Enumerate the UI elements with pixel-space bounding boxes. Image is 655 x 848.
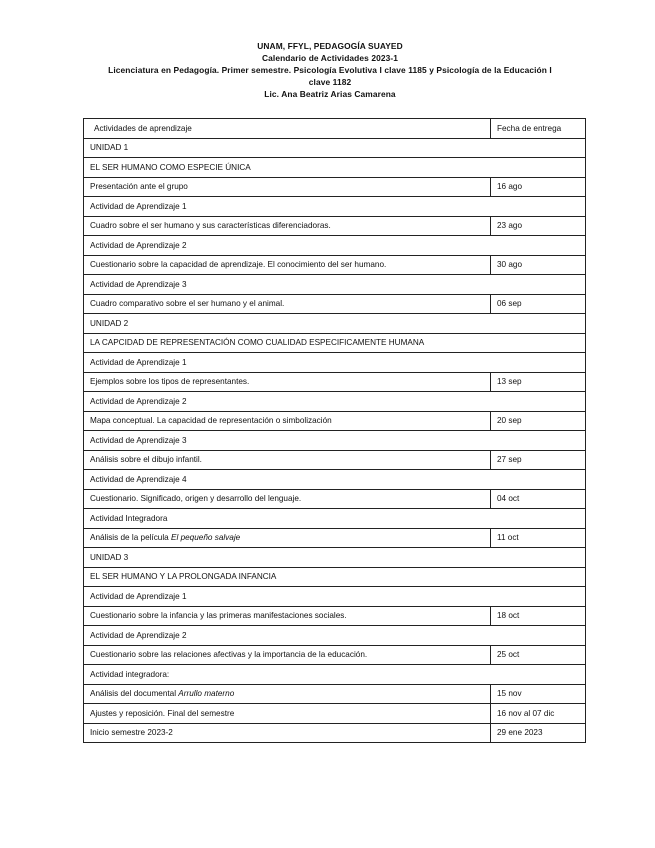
activity-text: Cuadro sobre el ser humano y sus características diferenciadoras. bbox=[90, 221, 331, 231]
activity-text: Mapa conceptual. La capacidad de representación o simbolización bbox=[90, 416, 332, 426]
document-header bbox=[60, 40, 600, 100]
activity-row bbox=[84, 684, 586, 704]
section-label: Actividad de Aprendizaje 1 bbox=[84, 353, 586, 373]
activity-row bbox=[84, 489, 586, 509]
activity-cell bbox=[84, 177, 491, 197]
section-label: Actividad integradora: bbox=[84, 665, 586, 685]
section-row bbox=[84, 314, 586, 334]
activity-text: Cuadro comparativo sobre el ser humano y el animal. bbox=[90, 299, 285, 309]
section-row bbox=[84, 158, 586, 178]
due-date-cell: 25 oct bbox=[491, 645, 586, 665]
activity-row bbox=[84, 294, 586, 314]
activity-row bbox=[84, 450, 586, 470]
due-date-cell: 15 nov bbox=[491, 684, 586, 704]
calendar-title: Calendario de Actividades 2023-1 bbox=[261, 53, 398, 63]
section-label: Actividad de Aprendizaje 2 bbox=[84, 392, 586, 412]
section-label: Actividad Integradora bbox=[84, 509, 586, 529]
section-label: Actividad de Aprendizaje 1 bbox=[84, 197, 586, 217]
section-row bbox=[84, 626, 586, 646]
activity-cell bbox=[84, 723, 491, 743]
institution-line: UNAM, FFYL, PEDAGOGÍA SUAYED bbox=[257, 41, 403, 51]
column-header-date: Fecha de entrega bbox=[491, 119, 586, 139]
activity-text: Ajustes y reposición. Final del semestre bbox=[90, 708, 235, 718]
activity-cell bbox=[84, 216, 491, 236]
activity-cell bbox=[84, 411, 491, 431]
activity-row bbox=[84, 645, 586, 665]
activity-text: Análisis del documental bbox=[90, 689, 179, 699]
activity-row bbox=[84, 411, 586, 431]
due-date-cell: 04 oct bbox=[491, 489, 586, 509]
section-row bbox=[84, 665, 586, 685]
activity-row bbox=[84, 606, 586, 626]
due-date-cell: 06 sep bbox=[491, 294, 586, 314]
activity-text: Cuestionario sobre la infancia y las primeras manifestaciones sociales. bbox=[90, 611, 347, 621]
activity-cell bbox=[84, 528, 491, 548]
activity-row bbox=[84, 528, 586, 548]
schedule-table bbox=[83, 118, 586, 743]
activity-cell bbox=[84, 255, 491, 275]
table-header-row bbox=[84, 119, 586, 139]
section-row bbox=[84, 567, 586, 587]
due-date-cell: 20 sep bbox=[491, 411, 586, 431]
due-date-cell: 16 ago bbox=[491, 177, 586, 197]
program-line: Licenciatura en Pedagogía. Primer semestre. Psicología Evolutiva I clave 1185 y Psicología de la Educación I bbox=[108, 65, 552, 75]
instructor-line: Lic. Ana Beatriz Arias Camarena bbox=[264, 89, 396, 99]
activity-row bbox=[84, 255, 586, 275]
activity-text: Inicio semestre 2023-2 bbox=[90, 728, 173, 738]
section-label: Actividad de Aprendizaje 4 bbox=[84, 470, 586, 490]
activity-row bbox=[84, 372, 586, 392]
activity-text: Cuestionario. Significado, origen y desarrollo del lenguaje. bbox=[90, 494, 302, 504]
section-label: UNIDAD 2 bbox=[84, 314, 586, 334]
activity-cell bbox=[84, 372, 491, 392]
due-date-cell: 16 nov al 07 dic bbox=[491, 704, 586, 724]
activity-cell bbox=[84, 489, 491, 509]
activity-text: Ejemplos sobre los tipos de representantes. bbox=[90, 377, 250, 387]
due-date-cell: 23 ago bbox=[491, 216, 586, 236]
section-label: Actividad de Aprendizaje 3 bbox=[84, 275, 586, 295]
activity-row bbox=[84, 216, 586, 236]
due-date-cell: 11 oct bbox=[491, 528, 586, 548]
section-row bbox=[84, 392, 586, 412]
activity-text: Análisis sobre el dibujo infantil. bbox=[90, 455, 202, 465]
section-label: LA CAPCIDAD DE REPRESENTACIÓN COMO CUALIDAD ESPECIFICAMENTE HUMANA bbox=[84, 333, 586, 353]
activity-row bbox=[84, 704, 586, 724]
section-row bbox=[84, 509, 586, 529]
section-label: Actividad de Aprendizaje 1 bbox=[84, 587, 586, 607]
activity-text: Cuestionario sobre la capacidad de aprendizaje. El conocimiento del ser humano. bbox=[90, 260, 387, 270]
section-row bbox=[84, 353, 586, 373]
section-row bbox=[84, 333, 586, 353]
activity-row bbox=[84, 723, 586, 743]
section-row bbox=[84, 548, 586, 568]
program-line-continued: clave 1182 bbox=[308, 77, 352, 87]
section-label: Actividad de Aprendizaje 3 bbox=[84, 431, 586, 451]
section-label: Actividad de Aprendizaje 2 bbox=[84, 236, 586, 256]
section-label: EL SER HUMANO COMO ESPECIE ÚNICA bbox=[84, 158, 586, 178]
due-date-cell: 29 ene 2023 bbox=[491, 723, 586, 743]
activity-cell bbox=[84, 645, 491, 665]
due-date-cell: 18 oct bbox=[491, 606, 586, 626]
section-label: UNIDAD 1 bbox=[84, 138, 586, 158]
section-row bbox=[84, 236, 586, 256]
section-label: Actividad de Aprendizaje 2 bbox=[84, 626, 586, 646]
activity-text: Cuestionario sobre las relaciones afectivas y la importancia de la educación. bbox=[90, 650, 368, 660]
section-label: UNIDAD 3 bbox=[84, 548, 586, 568]
activity-cell bbox=[84, 294, 491, 314]
section-label: EL SER HUMANO Y LA PROLONGADA INFANCIA bbox=[84, 567, 586, 587]
activity-text: Presentación ante el grupo bbox=[90, 182, 188, 192]
column-header-activities: Actividades de aprendizaje bbox=[84, 119, 491, 139]
activity-text: Análisis de la película bbox=[90, 533, 172, 543]
activity-cell bbox=[84, 704, 491, 724]
section-row bbox=[84, 138, 586, 158]
section-row bbox=[84, 197, 586, 217]
work-title: Arrullo materno bbox=[178, 689, 235, 699]
section-row bbox=[84, 587, 586, 607]
work-title: El pequeño salvaje bbox=[171, 533, 241, 543]
section-row bbox=[84, 275, 586, 295]
activity-cell bbox=[84, 684, 491, 704]
activity-cell bbox=[84, 606, 491, 626]
due-date-cell: 27 sep bbox=[491, 450, 586, 470]
section-row bbox=[84, 431, 586, 451]
due-date-cell: 30 ago bbox=[491, 255, 586, 275]
section-row bbox=[84, 470, 586, 490]
activity-cell bbox=[84, 450, 491, 470]
activity-row bbox=[84, 177, 586, 197]
due-date-cell: 13 sep bbox=[491, 372, 586, 392]
